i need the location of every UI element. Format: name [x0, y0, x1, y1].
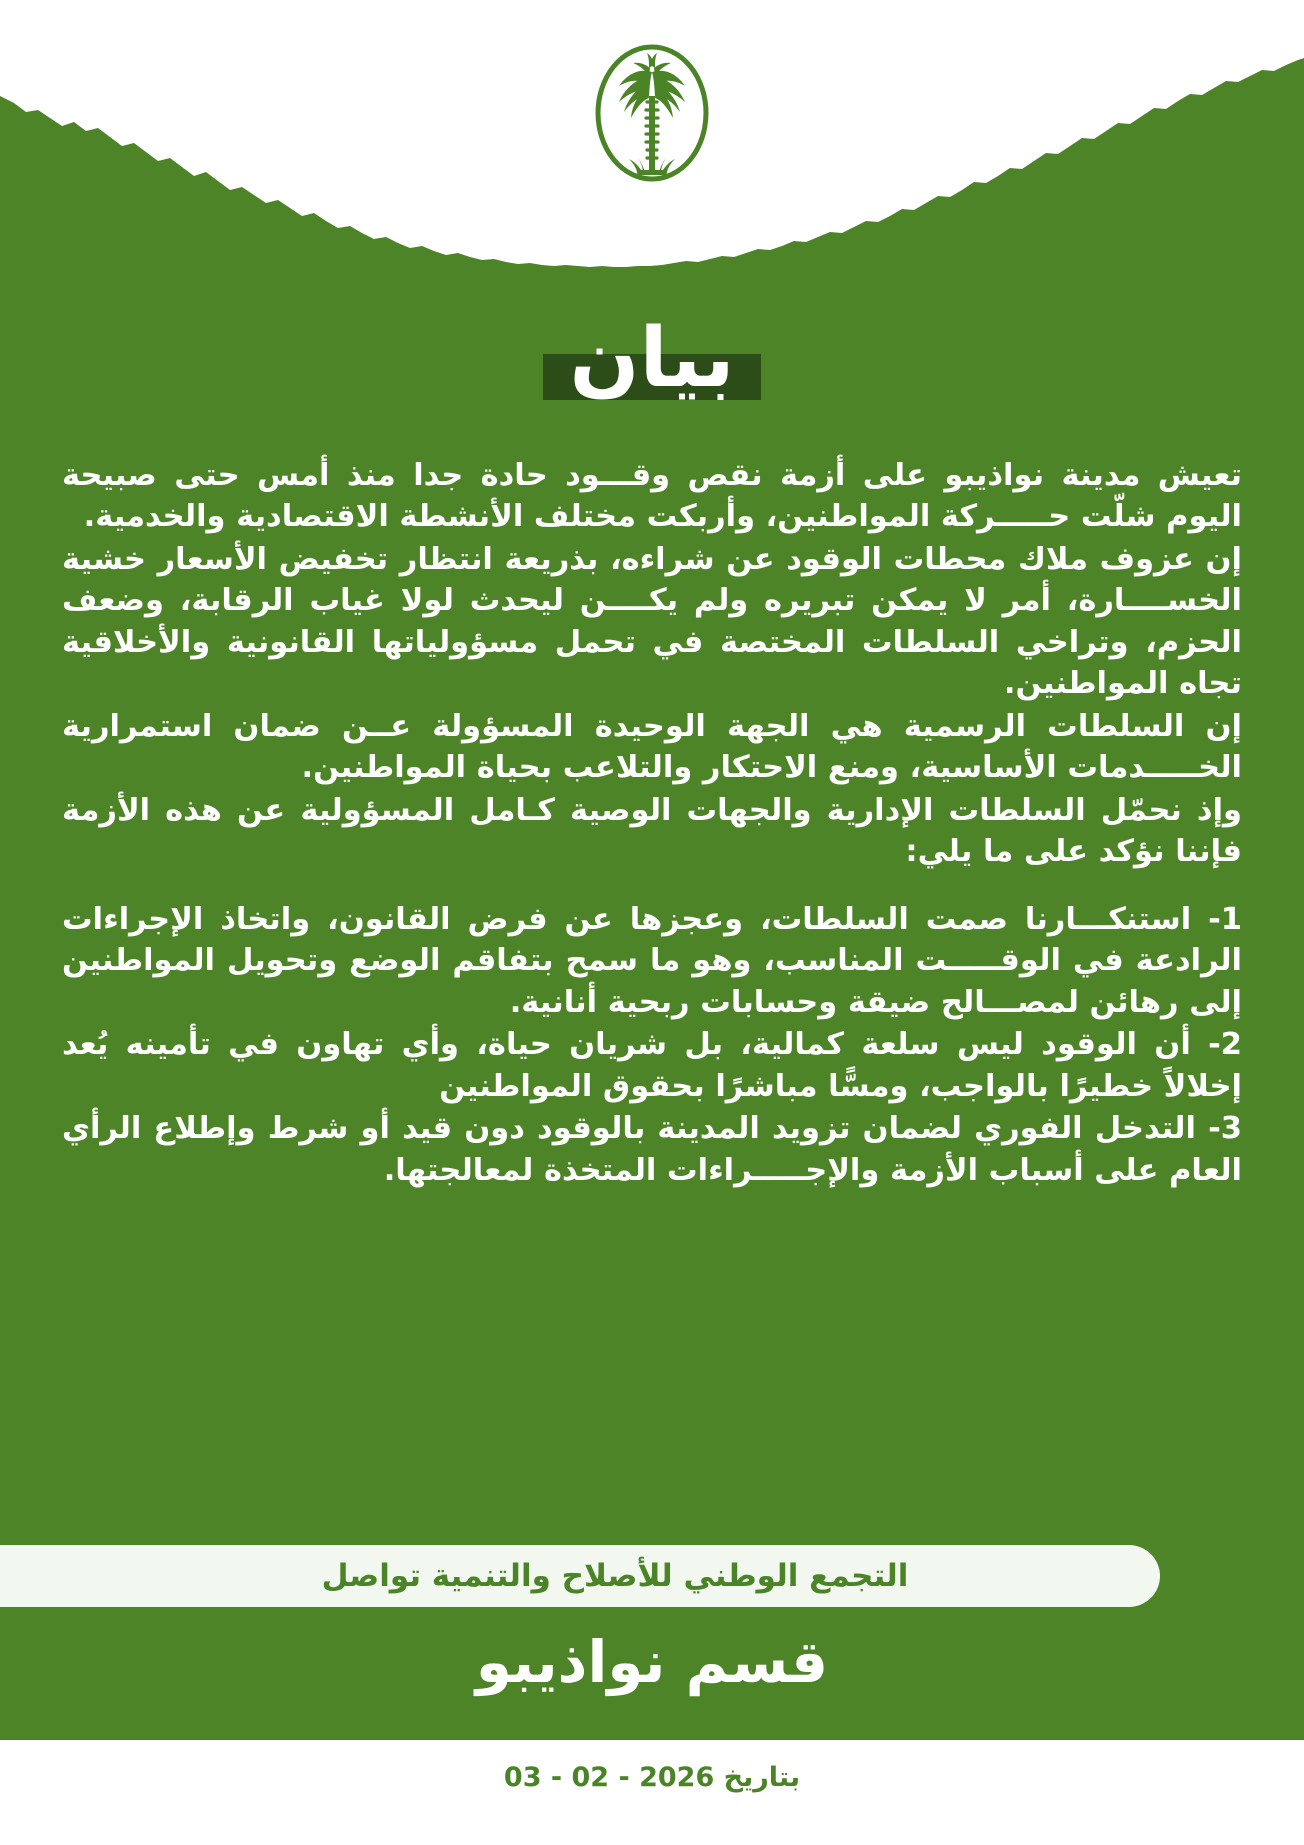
statement-body — [62, 455, 1242, 1192]
statement-title-row — [0, 311, 1304, 406]
palm-tree-in-circle-icon — [598, 47, 706, 179]
organization-logo — [587, 38, 717, 188]
body-paragraph: وإذ نحمّل السلطات الإدارية والجهات الوصية كـامل المسؤولية عن هذه الأزمة فإننا نؤكد على ما يلي: — [62, 792, 1242, 870]
section-name: قسم نواذيبو — [475, 1628, 829, 1696]
page-title: بيان — [569, 311, 735, 406]
demand-item: 1- استنكـــارنا صمت السلطات، وعجزها عن فرض القانون، واتخاذ الإجراءات الرادعة في الوقـــــت المناسب، وهو ما سمح بتفاقم الوضع وتحويل المواطنين إلى رهائن لمصـــالح ضيقة وحسابات ربحية أنانية. — [62, 901, 1242, 1020]
body-paragraph: تعيش مدينة نواذيبو على أزمة نقص وقـــود حادة جدا منذ أمس حتى صبيحة اليوم شلّت حـــــركة المواطنين، وأربكت مختلف الأنشطة الاقتصادية والخدمية. — [62, 458, 1242, 535]
organization-banner — [0, 1545, 1160, 1607]
organization-name: التجمع الوطني للأصلاح والتنمية تواصل — [321, 1558, 909, 1594]
demand-item: 3- التدخل الفوري لضمان تزويد المدينة بالوقود دون قيد أو شرط وإطلاع الرأي العام على أسباب الأزمة والإجـــــراءات المتخذة لمعالجتها. — [62, 1111, 1242, 1188]
publication-date: بتاريخ 2026 - 02 - 03 — [503, 1762, 801, 1793]
body-paragraph: إن عزوف ملاك محطات الوقود عن شراءه، بذريعة انتظار تخفيض الأسعار خشية الخســــارة، أمر لا يمكن تبريره ولم يكــــن ليحدث لولا غياب الرقابة، وضعف الحزم، وتراخي السلطات المختصة في تحمل مسؤولياتها القانونية والأخلاقية تجاه المواطنين. — [62, 541, 1242, 702]
statement-title-box — [543, 311, 760, 406]
body-paragraph: إن السلطات الرسمية هي الجهة الوحيدة المسؤولة عــن ضمان استمرارية الخـــــدمات الأساسية، ومنع الاحتكار والتلاعب بحياة المواطنين. — [62, 708, 1242, 786]
demand-item: 2- أن الوقود ليس سلعة كمالية، بل شريان حياة، وأي تهاون في تأمينه يُعد إخلالاً خطيرًا بالواجب، ومسًّا مباشرًا بحقوق المواطنين — [62, 1027, 1242, 1104]
